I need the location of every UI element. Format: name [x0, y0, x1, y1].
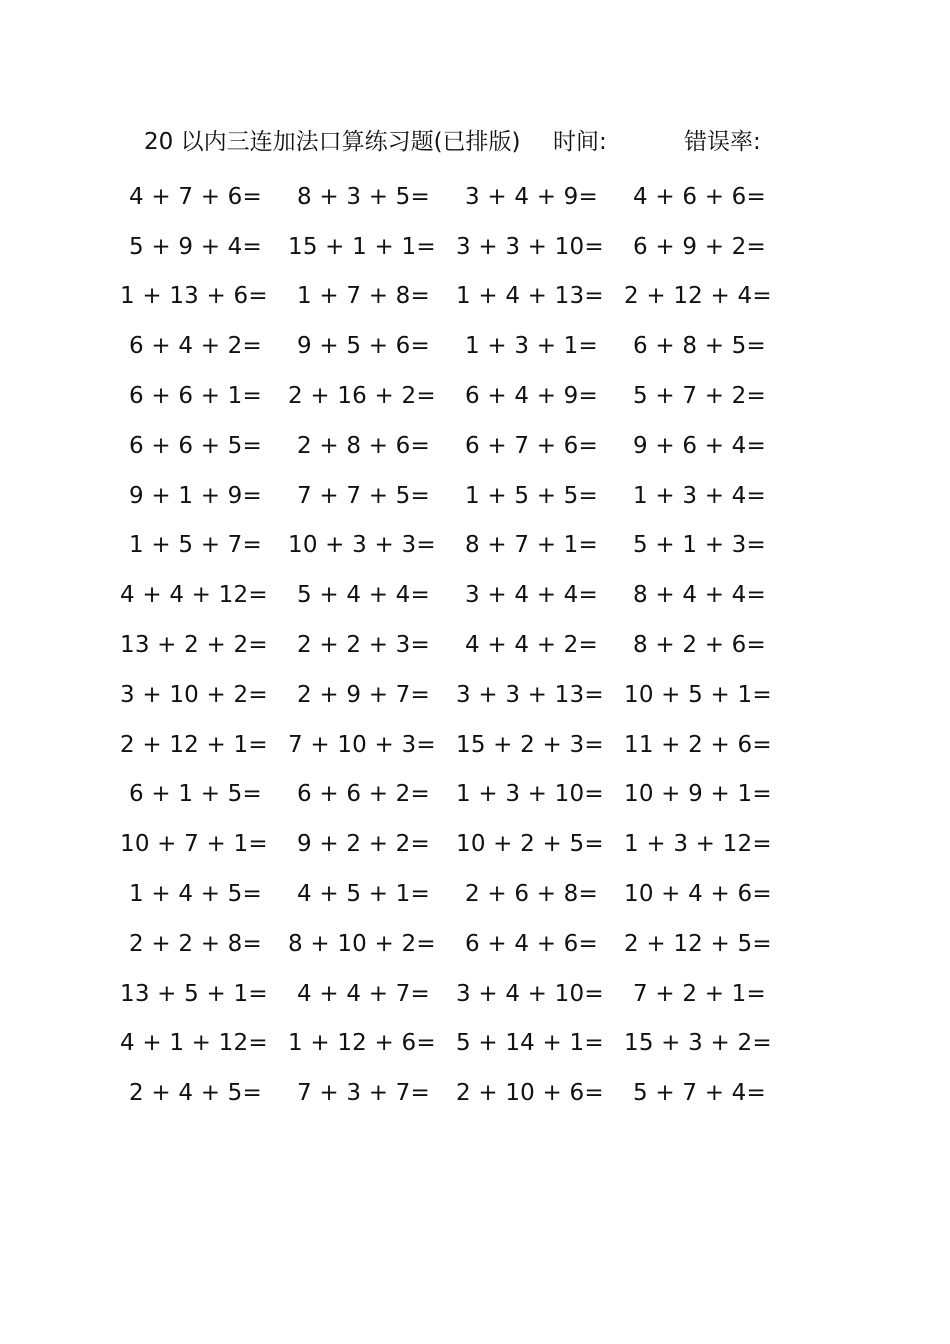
problem-grid [120, 172, 800, 1118]
worksheet-header [144, 124, 804, 160]
problem-item: 10 + 4 + 6= [624, 881, 772, 908]
problem-item: 8 + 3 + 5= [297, 183, 430, 210]
problem-item: 1 + 13 + 6= [120, 283, 268, 310]
problem-item: 10 + 7 + 1= [120, 831, 268, 858]
problem-item: 3 + 4 + 9= [465, 183, 598, 210]
problem-item: 6 + 4 + 9= [465, 383, 598, 410]
problem-item: 2 + 6 + 8= [465, 881, 598, 908]
problem-item: 1 + 4 + 5= [129, 881, 262, 908]
problem-item: 11 + 2 + 6= [624, 731, 772, 758]
problem-item: 6 + 4 + 6= [465, 930, 598, 957]
problem-item: 13 + 2 + 2= [120, 632, 268, 659]
problem-item: 5 + 9 + 4= [129, 233, 262, 260]
problem-row [120, 172, 800, 222]
problem-item: 6 + 6 + 1= [129, 383, 262, 410]
error-rate-label: 错误率: [684, 129, 761, 155]
problem-item: 9 + 1 + 9= [129, 482, 262, 509]
problem-item: 6 + 9 + 2= [633, 233, 766, 260]
problem-item: 1 + 3 + 10= [456, 781, 604, 808]
problem-item: 4 + 6 + 6= [633, 183, 766, 210]
problem-item: 6 + 1 + 5= [129, 781, 262, 808]
problem-item: 2 + 9 + 7= [297, 681, 430, 708]
problem-item: 10 + 9 + 1= [624, 781, 772, 808]
problem-item: 7 + 10 + 3= [288, 731, 436, 758]
problem-row [120, 670, 800, 720]
problem-item: 7 + 7 + 5= [297, 482, 430, 509]
problem-item: 8 + 4 + 4= [633, 582, 766, 609]
problem-item: 2 + 4 + 5= [129, 1080, 262, 1107]
problem-item: 2 + 10 + 6= [456, 1080, 604, 1107]
problem-item: 3 + 4 + 4= [465, 582, 598, 609]
problem-item: 2 + 12 + 4= [624, 283, 772, 310]
problem-item: 1 + 3 + 1= [465, 333, 598, 360]
problem-item: 6 + 6 + 2= [297, 781, 430, 808]
problem-item: 4 + 4 + 2= [465, 632, 598, 659]
problem-row [120, 919, 800, 969]
problem-item: 4 + 5 + 1= [297, 881, 430, 908]
problem-row [120, 869, 800, 919]
problem-item: 9 + 5 + 6= [297, 333, 430, 360]
problem-row [120, 421, 800, 471]
problem-item: 2 + 16 + 2= [288, 383, 436, 410]
problem-item: 10 + 2 + 5= [456, 831, 604, 858]
problem-row [120, 819, 800, 869]
problem-row [120, 570, 800, 620]
problem-row [120, 321, 800, 371]
problem-item: 6 + 8 + 5= [633, 333, 766, 360]
problem-item: 5 + 1 + 3= [633, 532, 766, 559]
problem-row [120, 1068, 800, 1118]
problem-item: 1 + 7 + 8= [297, 283, 430, 310]
problem-item: 1 + 5 + 7= [129, 532, 262, 559]
problem-item: 15 + 3 + 2= [624, 1030, 772, 1057]
problem-item: 3 + 10 + 2= [120, 681, 268, 708]
problem-item: 15 + 1 + 1= [288, 233, 436, 260]
time-label: 时间: [553, 129, 607, 155]
problem-row [120, 770, 800, 820]
problem-item: 9 + 2 + 2= [297, 831, 430, 858]
problem-item: 1 + 4 + 13= [456, 283, 604, 310]
problem-item: 2 + 12 + 1= [120, 731, 268, 758]
problem-item: 15 + 2 + 3= [456, 731, 604, 758]
problem-row [120, 371, 800, 421]
problem-item: 8 + 10 + 2= [288, 930, 436, 957]
problem-item: 7 + 2 + 1= [633, 980, 766, 1007]
problem-item: 2 + 2 + 8= [129, 930, 262, 957]
problem-row [120, 222, 800, 272]
problem-item: 5 + 14 + 1= [456, 1030, 604, 1057]
problem-item: 10 + 3 + 3= [288, 532, 436, 559]
problem-item: 5 + 7 + 2= [633, 383, 766, 410]
problem-row [120, 1019, 800, 1069]
problem-item: 3 + 4 + 10= [456, 980, 604, 1007]
problem-item: 6 + 4 + 2= [129, 333, 262, 360]
problem-item: 4 + 4 + 12= [120, 582, 268, 609]
problem-item: 3 + 3 + 10= [456, 233, 604, 260]
problem-row [120, 471, 800, 521]
problem-item: 10 + 5 + 1= [624, 681, 772, 708]
problem-row [120, 720, 800, 770]
problem-item: 8 + 2 + 6= [633, 632, 766, 659]
problem-item: 2 + 8 + 6= [297, 432, 430, 459]
problem-row [120, 272, 800, 322]
problem-item: 9 + 6 + 4= [633, 432, 766, 459]
problem-item: 2 + 2 + 3= [297, 632, 430, 659]
problem-item: 1 + 3 + 4= [633, 482, 766, 509]
problem-item: 3 + 3 + 13= [456, 681, 604, 708]
problem-item: 5 + 4 + 4= [297, 582, 430, 609]
problem-item: 6 + 7 + 6= [465, 432, 598, 459]
problem-item: 5 + 7 + 4= [633, 1080, 766, 1107]
problem-item: 8 + 7 + 1= [465, 532, 598, 559]
problem-item: 13 + 5 + 1= [120, 980, 268, 1007]
problem-item: 1 + 5 + 5= [465, 482, 598, 509]
problem-row [120, 620, 800, 670]
worksheet-title: 20 以内三连加法口算练习题(已排版) [144, 129, 521, 155]
problem-item: 4 + 4 + 7= [297, 980, 430, 1007]
problem-row [120, 521, 800, 571]
problem-item: 4 + 7 + 6= [129, 183, 262, 210]
problem-item: 4 + 1 + 12= [120, 1030, 268, 1057]
problem-item: 7 + 3 + 7= [297, 1080, 430, 1107]
problem-row [120, 969, 800, 1019]
problem-item: 6 + 6 + 5= [129, 432, 262, 459]
problem-item: 1 + 3 + 12= [624, 831, 772, 858]
problem-item: 1 + 12 + 6= [288, 1030, 436, 1057]
problem-item: 2 + 12 + 5= [624, 930, 772, 957]
